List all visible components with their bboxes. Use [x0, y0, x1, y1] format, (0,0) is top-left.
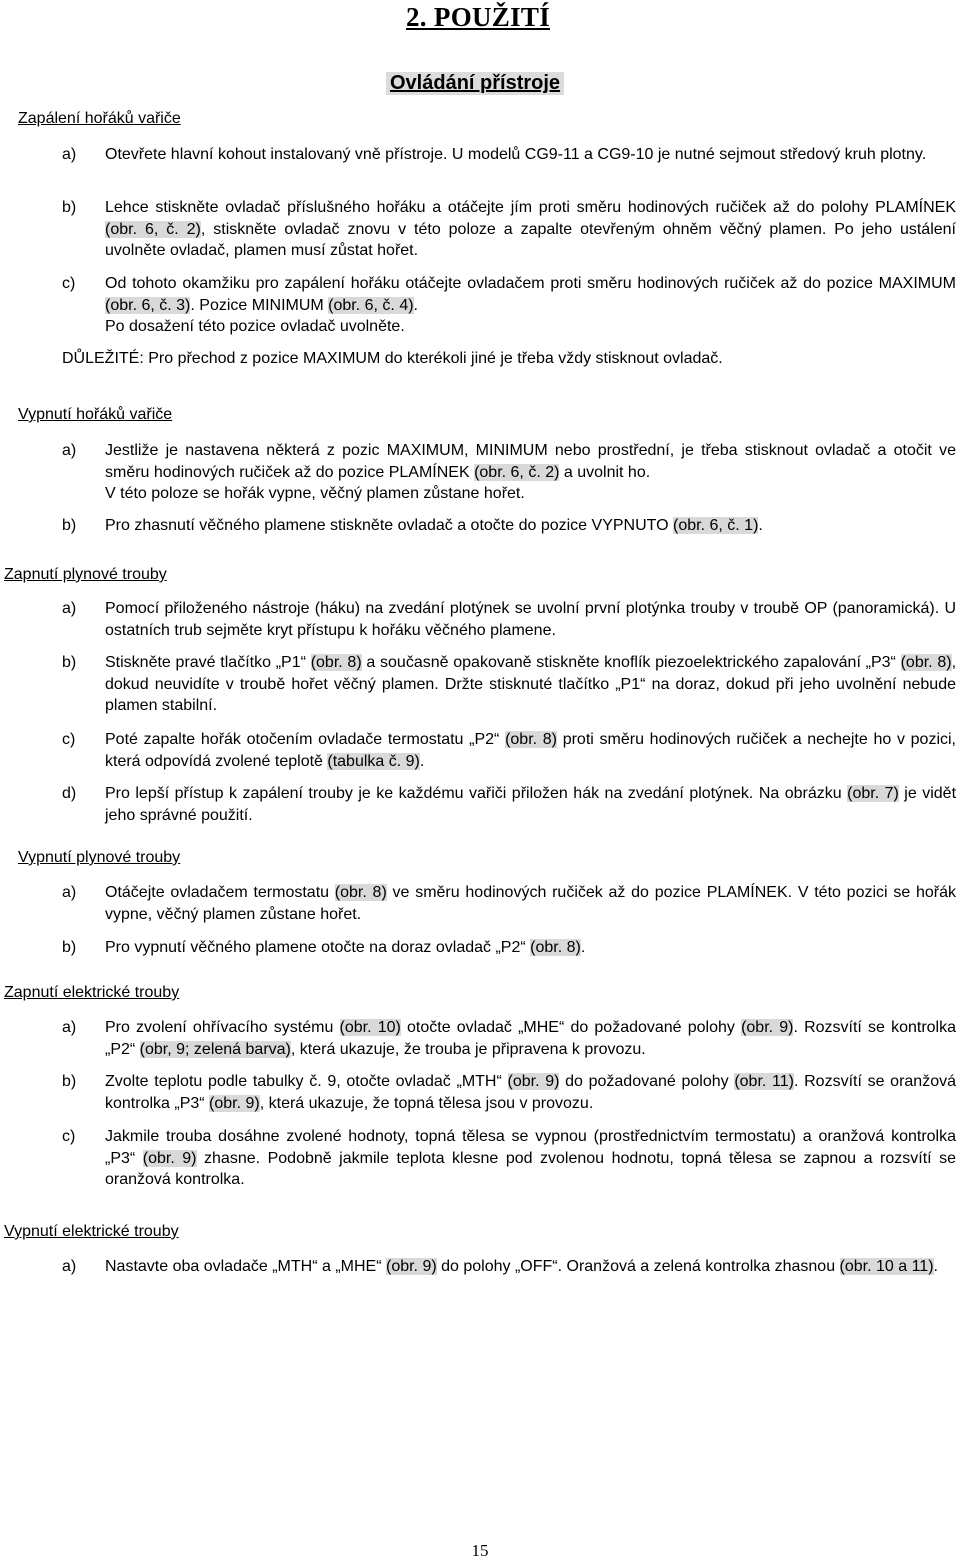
item-label: c) [62, 1128, 76, 1145]
item-text [105, 882, 956, 925]
text-run: je vidět jeho správné použití. [105, 785, 957, 824]
text-run: Poté zapalte hořák otočením ovladače termostatu „P2“ [105, 731, 506, 748]
list-item [62, 515, 956, 537]
text-run: zhasne. Podobně jakmile teplota klesne pod zvolenou hodnotu, topná tělesa se zapnou a rozsvítí se oranžová kontrolka. [105, 1149, 956, 1188]
text-run: , stiskněte ovladač znovu v této poloze a zapalte otevřeným ohněm věčný plamen. Po jeho ustálení uvolněte ovladač, plamen musí zůstat hořet. [105, 220, 956, 259]
item-label: b) [62, 517, 77, 534]
text-run: . [580, 939, 586, 956]
item-label: b) [62, 654, 77, 671]
figure-reference: (tabulka č. 9) [327, 752, 420, 770]
item-label: b) [62, 199, 77, 216]
text-run: a současně opakovaně stiskněte knoflík piezoelektrického zapalování „P3“ [361, 654, 901, 671]
figure-reference: (obr. 8) [900, 654, 952, 671]
item-label: c) [62, 731, 76, 748]
item-text [105, 440, 956, 505]
text-run: . Rozsvítí se oranžová kontrolka „P3“ [105, 1073, 957, 1112]
text-run: do polohy „OFF“. Oranžová a zelená kontrolka zhasnou [436, 1258, 840, 1275]
item-label: a) [62, 600, 77, 617]
list-item [62, 144, 956, 166]
item-text [105, 652, 956, 717]
list-item [62, 1071, 956, 1114]
figure-reference: (obr. 6, č. 2) [474, 463, 560, 481]
text-run: Jestliže je nastavena některá z pozic MAXIMUM, MINIMUM nebo prostřední, je třeba stisknout ovladač a otočit ve směru hodinových ručiček až do pozice PLAMÍNEK [105, 442, 956, 481]
text-run: a uvolnit ho. [559, 463, 651, 481]
figure-reference: (obr. 8) [505, 731, 558, 748]
figure-reference: (obr. 9) [741, 1019, 794, 1036]
item-text [105, 729, 956, 772]
item-label: b) [62, 1073, 77, 1090]
section-title: Ovládání přístroje [386, 72, 564, 95]
text-run: Lehce stiskněte ovladač příslušného hořáku a otáčejte jím proti směru hodinových ručiček až do polohy PLAMÍNEK [105, 199, 956, 216]
item-text [105, 937, 956, 959]
figure-reference: (obr. 9) [507, 1073, 560, 1090]
item-label: a) [62, 1258, 77, 1275]
text-run: Pro lepší přístup k zapálení trouby je ke každému vařiči přiložen hák na zvedání plotýnek. Na obrázku [105, 785, 848, 802]
item-label: a) [62, 146, 77, 163]
figure-reference: (obr. 6, č. 3) [105, 296, 191, 314]
item-label: a) [62, 884, 77, 901]
heading-gas-oven-on: Zapnutí plynové trouby [4, 566, 167, 583]
text-run: Otevřete hlavní kohout instalovaný vně přístroje. U modelů CG9-11 a CG9-10 je nutné sejmout středový kruh plotny. [105, 146, 927, 163]
page-number: 15 [471, 1541, 489, 1560]
text-run: proti směru hodinových ručiček a nechejte ho v pozici, která odpovídá zvolené teplotě [105, 731, 957, 770]
figure-reference: (obr. 10) [339, 1019, 401, 1036]
list-item [62, 1017, 956, 1060]
list-item [62, 652, 956, 717]
text-run: , která ukazuje, že topná tělesa jsou v provozu. [259, 1094, 594, 1112]
item-label: d) [62, 785, 77, 802]
text-run: . [413, 296, 418, 314]
text-run: Pro vypnutí věčného plamene otočte na doraz ovladač „P2“ [105, 939, 531, 956]
item-text [105, 783, 956, 826]
list-item [62, 440, 956, 505]
text-run: . [933, 1258, 938, 1275]
text-run: . [758, 517, 763, 534]
heading-gas-oven-off: Vypnutí plynové trouby [18, 849, 181, 866]
text-run: , která ukazuje, že trouba je připravena k provozu. [290, 1040, 646, 1058]
list-item [62, 783, 956, 826]
list-item [62, 937, 956, 959]
list-item [62, 273, 956, 338]
text-run: Zvolte teplotu podle tabulky č. 9, otočte ovladač „MTH“ [105, 1073, 508, 1090]
item-label: a) [62, 1019, 77, 1036]
heading-ignition-hob: Zapálení hořáků vařiče [18, 110, 181, 127]
text-run: do požadované polohy [559, 1073, 735, 1090]
text-run: ve směru hodinových ručiček až do pozice PLAMÍNEK. V této pozici se hořák vypne, věčný plamen zůstane hořet. [105, 884, 956, 923]
list-item [62, 1126, 956, 1191]
text-run: Pro zvolení ohřívacího systému [105, 1019, 340, 1036]
text-run: Jakmile trouba dosáhne zvolené hodnoty, topná tělesa se vypnou (prostřednictvím termostatu) a oranžová kontrolka „P3“ [105, 1128, 956, 1167]
figure-reference: (obr. 6, č. 4) [328, 296, 414, 314]
list-item [62, 598, 956, 641]
figure-reference: (obr. 9) [142, 1149, 197, 1167]
text-run: . Rozsvítí se kontrolka „P2“ [105, 1019, 957, 1058]
text-run: otočte ovladač „MHE“ do požadované polohy [400, 1019, 742, 1036]
important-note: DŮLEŽITÉ: Pro přechod z pozice MAXIMUM do kterékoli jiné je třeba vždy stisknout ovladač. [62, 350, 723, 367]
text-run: , dokud neuvidíte v troubě hořet věčný plamen. Držte stisknuté tlačítko „P1“ na doraz, dokud při jeho uvolnění nebude plamen stabilní. [105, 654, 957, 714]
figure-reference: (obr. 6, č. 2) [105, 220, 201, 238]
text-run: Stiskněte pravé tlačítko „P1“ [105, 654, 311, 671]
figure-reference: (obr. 10 a 11) [839, 1258, 934, 1275]
item-text [105, 144, 956, 166]
text-run: V této poloze se hořák vypne, věčný plamen zůstane hořet. [105, 485, 525, 502]
figure-reference: (obr. 8) [530, 939, 581, 956]
text-run: Pomocí přiloženého nástroje (háku) na zvedání plotýnek se uvolní první plotýnka trouby v troubě OP (panoramická). U ostatních trub sejměte kryt přístupu k hořáku věčného plamene. [105, 600, 956, 639]
chapter-title: 2. POUŽITÍ [406, 2, 551, 32]
text-run: Pro zhasnutí věčného plamene stiskněte ovladač a otočte do pozice VYPNUTO [105, 517, 674, 534]
item-text [105, 273, 956, 338]
item-text [105, 1071, 956, 1114]
text-run: Po dosažení této pozice ovladač uvolněte. [105, 318, 405, 335]
heading-electric-oven-on: Zapnutí elektrické trouby [4, 984, 180, 1001]
item-text [105, 197, 956, 262]
item-label: c) [62, 275, 76, 292]
text-run: . Pozice MINIMUM [190, 296, 329, 314]
figure-reference: (obr. 9) [385, 1258, 437, 1275]
item-text [105, 598, 956, 641]
heading-shutoff-hob: Vypnutí hořáků vařiče [18, 406, 173, 423]
figure-reference: (obr. 8) [334, 884, 387, 901]
list-item [48, 1256, 956, 1278]
list-item [62, 729, 956, 772]
item-label: b) [62, 939, 77, 956]
figure-reference: (obr, 9; zelená barva) [139, 1040, 291, 1058]
item-text [105, 1017, 956, 1060]
figure-reference: (obr. 7) [847, 785, 899, 802]
list-item [62, 882, 956, 925]
text-run: . [419, 752, 425, 770]
item-text [48, 1256, 956, 1278]
figure-reference: (obr. 11) [734, 1073, 794, 1090]
heading-electric-oven-off: Vypnutí elektrické trouby [4, 1223, 179, 1240]
item-label: a) [62, 442, 77, 459]
figure-reference: (obr. 8) [310, 654, 362, 671]
text-run: Nastavte oba ovladače „MTH“ a „MHE“ [105, 1258, 386, 1275]
text-run: Otáčejte ovladačem termostatu [105, 884, 335, 901]
figure-reference: (obr. 9) [209, 1094, 260, 1112]
figure-reference: (obr. 6, č. 1) [673, 517, 759, 534]
list-item [62, 197, 956, 262]
item-text [105, 1126, 956, 1191]
text-run: Od tohoto okamžiku pro zapálení hořáku otáčejte ovladačem proti směru hodinových ručiček až do pozice MAXIMUM [105, 275, 956, 292]
item-text [105, 515, 956, 537]
